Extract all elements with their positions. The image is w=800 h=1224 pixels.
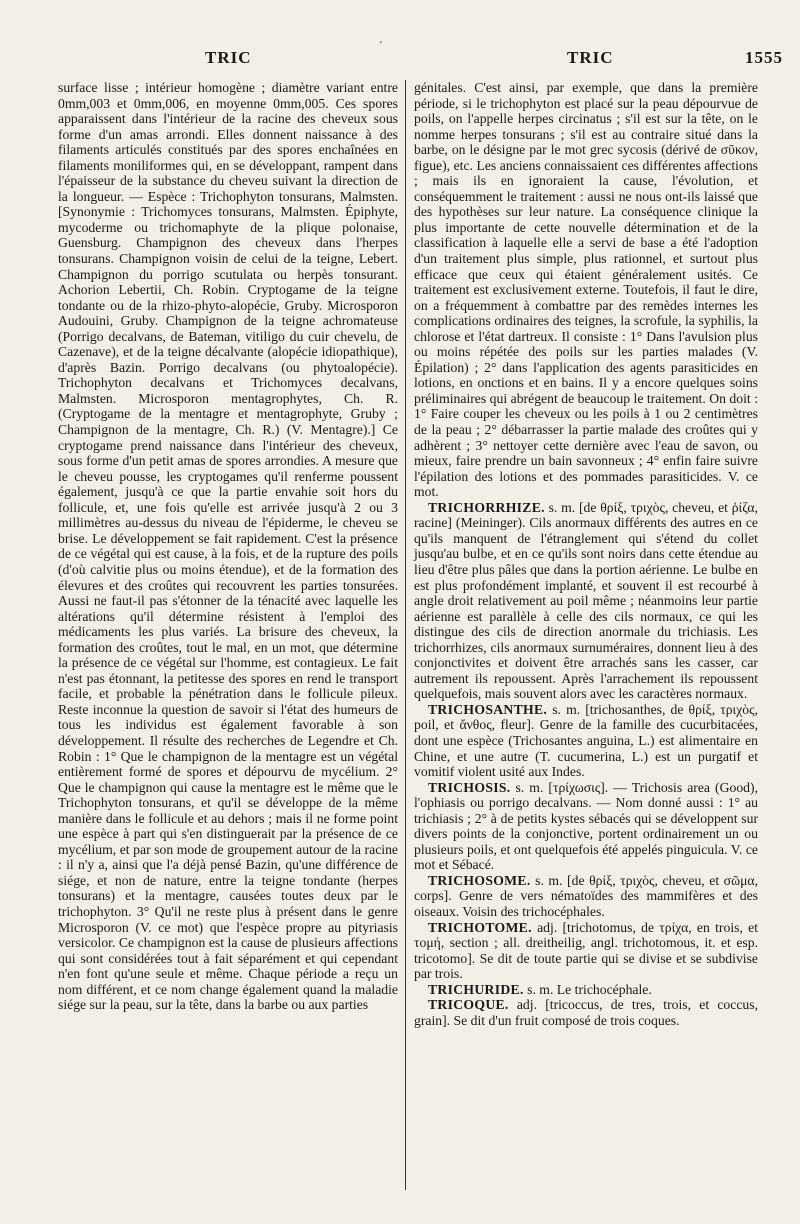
entry-continuation-text: surface lisse ; intérieur homogène ; diamètre variant entre 0mm,003 et 0mm,006, en moyenne 0mm,005. Ces spores apparaissent dans l'intérieur de la racine des cheveux sous forme d'un amas arrondi. Elles donnent naissance à des filaments articulés constitués par des spores enchaînées en filaments moniliformes qui, en se développant, rampent dans l'épaisseur de la substance du cheveu suivant la direction de la longueur. — Espèce : Trichophyton tonsurans, Malmsten. [Synonymie : Trichomyces tonsurans, Malmsten. Épiphyte, mycoderme ou trichomaphyte de la plique polonaise, Guensburg. Champignon des cheveux dans l'herpes tonsurans. Champignon voisin de celui de la teigne, Lebert. Champignon du porrigo scutulata ou herpès tonsurant. Achorion Lebertii, Ch. Robin. Cryptogame de la teigne tondante ou de la rhizo-phyto-alopécie, Gruby. Microsporon Audouini, Gruby. Champignon de la teigne achromateuse (Porrigo decalvans, de Bateman, vitiligo du cuir chevelu, de Cazenave), et de la teigne décalvante (alopécie idiopathique), d'après Bazin. Porrigo decalvans (ou phytoalopécie). Trichophyton decalvans et Trichomyces decalvans, Malmsten. Microsporon mentagrophytes, Ch. R. (Cryptogame de la mentagre et mentagrophyte, Gruby ; Champignon de la mentagre, Ch. R.) (V. Mentagre).] Ce cryptogame prend naissance dans l'intérieur des cheveux, sous forme d'un petit amas de spores arrondies. A mesure que le cheveu pousse, les cryptogames qu'il renferme poussent également, jusqu'à ce que la partie envahie soit hors du follicule, et, une fois qu'elle est arrivée jusqu'à 2 ou 3 millimètres au-dessus du niveau de l'épiderme, le cheveu se brise. Le développement se fait rapidement. C'est la présence de ce végétal qui est cause, à la fois, et de la rupture des poils (d'où calvitie plus ou moins étendue), et de la formation des élevures et des croûtes qui recouvrent les parties tonsurées. Aussi ne faut-il pas s'étonner de la ténacité avec laquelle les altérations qu'il détermine résistent à l'emploi des médicaments les plus variés. La brisure des cheveux, la formation des croûtes, tout le mal, en un mot, que détermine la présence de ce végétal sur l'homme, est contagieux. Le fait n'est pas étonnant, la petitesse des spores en rend le transport facile, et probable la pénétration dans le follicule pileux. Reste inconnue la question de savoir si l'état des humeurs de tous les individus est également favorable à son développement. Il résulte des recherches de Legendre et Ch. Robin : 1° Que le champignon de la mentagre est un végétal entièrement formé de spores et dépourvu de mycélium. 2° Que le champignon qui cause la mentagre est le même que le Trichophyton tonsurans, et qu'il se développe de la même manière dans le follicule et au dehors ; mais il ne forme point une espèce à part qui s'en distinguerait par la présence de ce mycélium, et par son mode de groupement autour de la racine : il n'y a, ainsi que l'a déjà pensé Bazin, qu'une différence de siége, et non de nature, entre la teigne tondante (herpes tonsurans) et la mentagre, causées toutes deux par le trichophyton. 3° Qu'il ne reste plus à présent dans le genre Microsporon (V. ce mot) que l'espèce propre au pityriasis versicolor. Ce champignon est la cause de plusieurs affections qui sont considérées tout à fait séparément et qui cependant n'en font qu'une seule et même. Chaque période a reçu un nom différent, et ce nom change également quand la maladie siége sur la peau, sur la tête, dans la barbe ou aux parties (58, 80, 398, 1013)
entry-definition: s. m. [τρίχωσις]. — Trichosis area (Good), l'ophiasis ou porrigo decalvans. — Nom donné aussi : 1° au trichiasis ; 2° à de petits kystes sébacés qui se développent sur divers points de la conjonctive, portent ordinairement un ou plusieurs poils, et ont quelquefois été appelés pinguicula. V. ce mot et Sébacé. (414, 779, 758, 873)
page-number: 1555 (745, 48, 783, 67)
entry-headword: TRICHORRHIZE. (428, 499, 545, 515)
left-column (58, 80, 398, 1013)
dictionary-entry-trichosome (414, 873, 758, 920)
dictionary-entry-trichorrhize (414, 500, 758, 702)
dictionary-entry-trichuride (414, 982, 758, 998)
right-column (414, 80, 758, 1028)
entry-headword: TRICOQUE. (428, 997, 509, 1013)
entry-headword: TRICHOSANTHE. (428, 701, 548, 717)
dictionary-entry-trichotome (414, 920, 758, 982)
dictionary-entry-trichosis (414, 780, 758, 873)
entry-headword: TRICHOSOME. (428, 872, 531, 888)
entry-definition: s. m. Le trichocéphale. (527, 981, 652, 997)
column-divider (405, 80, 406, 1190)
running-head-right: TRIC (567, 48, 614, 67)
entry-definition: s. m. [de θρίξ, τριχὸς, cheveu, et ῥίζα, racine] (Meininger). Cils anormaux différents des autres en ce qu'ils manquent de l'étranglement qui s'étend du collet jusqu'au bulbe, et en ce qu'ils sont noirs dans cette étendue au lieu d'être plus pâles que dans la portion aérienne. Le bulbe en est plus profondément implanté, et souvent il est recourbé à angle droit relativement au poil même ; néanmoins leur partie aérienne est parallèle à celle des cils normaux, ce qui les distingue des cils de direction anormale du trichiasis. Les trichorrhizes, cils anormaux surnuméraires, donnent lieu à des conjonctivites et doivent être arrachés sans les casser, car autrement ils repoussent. Après l'arrachement ils repoussent quelquefois, mais souvent alors avec les caractères normaux. (414, 499, 759, 702)
dictionary-entry-tricoque (414, 997, 758, 1028)
entry-headword: TRICHOSIS. (428, 779, 511, 795)
running-head-left: TRIC (205, 48, 252, 67)
entry-headword: TRICHURIDE. (428, 981, 524, 997)
entry-definition: adj. [trichotomus, de τρίχα, en trois, et τομή, section ; all. dreitheilig, angl. trichotomous, it. et esp. tricotomo]. Se dit de toute partie qui se divise et se subdivise par trois. (414, 919, 758, 982)
ink-mark: ' (380, 40, 382, 51)
entry-definition: adj. [tricoccus, de tres, trois, et coccus, grain]. Se dit d'un fruit composé de trois coques. (414, 997, 758, 1028)
entry-definition: s. m. [trichosanthes, de θρίξ, τριχὸς, poil, et ἄνθος, fleur]. Genre de la famille des cucurbitacées, dont une espèce (Trichosantes anguina, L.) est alimentaire en Chine, et une autre (T. cucumerina, L.) est un purgatif et vomitif violent usité aux Indes. (414, 701, 758, 780)
entry-headword: TRICHOTOME. (428, 919, 532, 935)
entry-continuation-text: génitales. C'est ainsi, par exemple, que dans la première période, si le trichophyton est placé sur la peau dépourvue de poils, on l'appelle herpes circinatus ; s'il est sur la tête, on le nomme herpes tonsurans ; s'il est au contraire situé dans la barbe, on le désigne par le mot grec sycosis (dérivé de σῦκον, figue), etc. Les anciens connaissaient ces différentes affections ; mais ils en ignoraient la cause, l'évolution, et conséquemment le traitement : aussi ne nous ont-ils laissé que des hypothèses sur leur nature. La conséquence clinique la plus importante de cette nouvelle détermination et de la classification à laquelle elle a servi de base a été l'adoption d'un traitement plus simple, plus rationnel, et surtout plus efficace que ceux qui étaient généralement usités. Ce traitement est exclusivement externe. Toutefois, il faut le dire, on a fréquemment à combattre par des remèdes internes les complications ordinaires des teignes, la scrofule, la syphilis, la chlorose et l'état dartreux. Il consiste : 1° Dans l'avulsion plus ou moins répétée des poils sur les parties malades (V. Épilation) ; 2° dans l'application des agents parasiticides en lotions, en onctions et en bains. Il y a encore quelques soins préliminaires qui abrégent de beaucoup le traitement. On doit : 1° Faire couper les cheveux ou les poils à 1 ou 2 centimètres de la peau ; 2° débarrasser la partie malade des croûtes qui y adhèrent ; 3° nettoyer cette dernière avec l'eau de savon, ou mieux, faire prendre un bain savonneux ; 4° enfin faire suivre l'épilation des lotions et des pommades parasiticides. V. ce mot. (414, 80, 758, 500)
dictionary-entry-trichosanthe (414, 702, 758, 780)
entry-definition: s. m. [de θρίξ, τριχὸς, cheveu, et σῶμα, corps]. Genre de vers nématoïdes des mammifères et des oiseaux. Voisin des trichocéphales. (414, 872, 759, 919)
